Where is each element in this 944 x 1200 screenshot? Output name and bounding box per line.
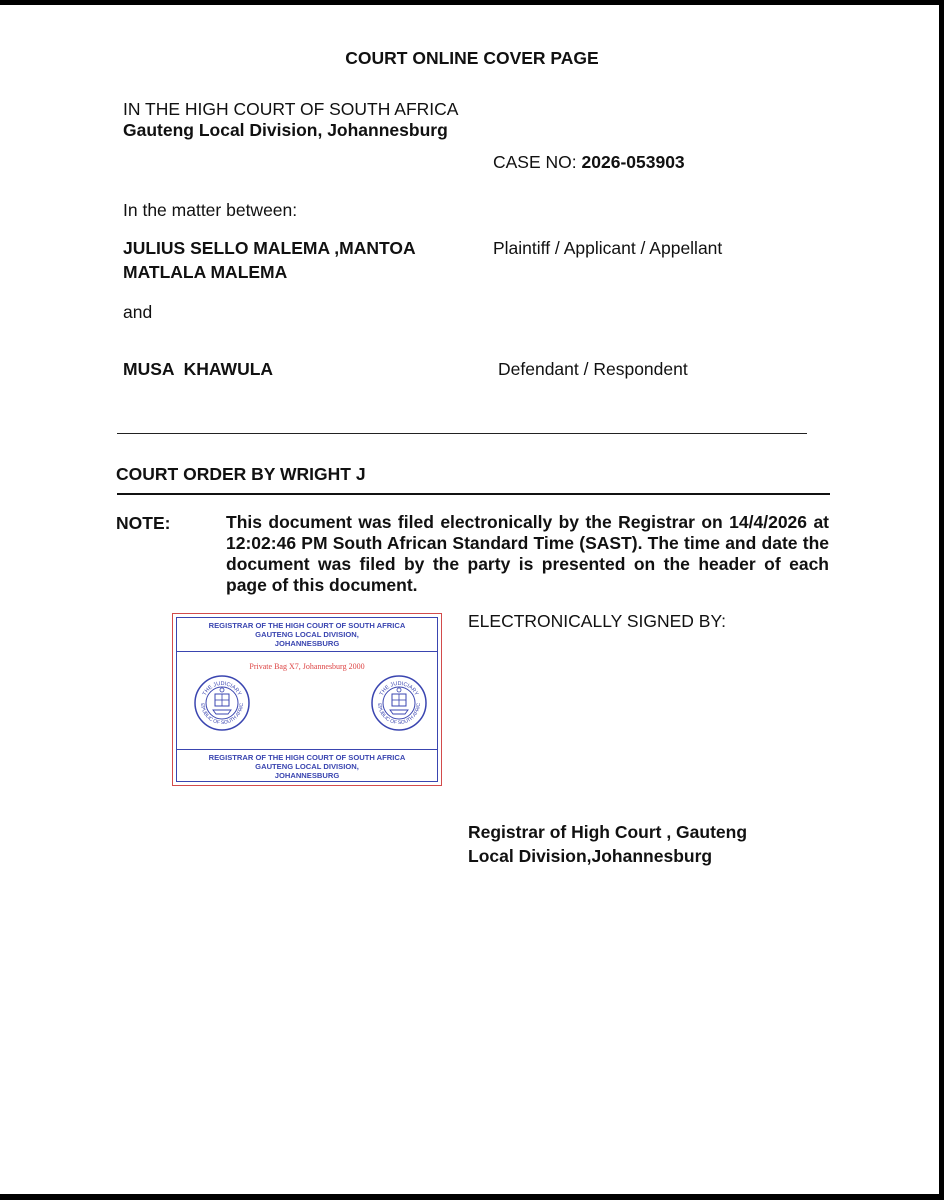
stamp-footer (177, 749, 437, 781)
stamp-address: Private Bag X7, Johannesburg 2000 (249, 662, 365, 671)
stamp-header-line3: JOHANNESBURG (274, 639, 340, 648)
signed-by-label: ELECTRONICALLY SIGNED BY: (468, 611, 727, 631)
svg-text:THE JUDICIARY: THE JUDICIARY (378, 680, 420, 697)
stamp-inner-border (176, 617, 438, 782)
signer-line1: Registrar of High Court , Gauteng (468, 822, 748, 842)
signer-line2: Local Division,Johannesburg (468, 846, 713, 866)
stamp-footer-line1: REGISTRAR OF THE HIGH COURT OF SOUTH AFRICA (208, 753, 406, 762)
divider-line (117, 433, 807, 434)
judiciary-seal-left-icon (193, 674, 251, 732)
matter-intro: In the matter between: (123, 200, 298, 220)
stamp-header-line2: GAUTENG LOCAL DIVISION, (255, 630, 359, 639)
page-border-right (939, 0, 944, 1200)
order-heading: COURT ORDER BY WRIGHT J (116, 464, 366, 484)
plaintiff-role: Plaintiff / Applicant / Appellant (493, 238, 723, 258)
court-division: Gauteng Local Division, Johannesburg (123, 120, 448, 140)
page-border-bottom (0, 1194, 944, 1200)
court-name: IN THE HIGH COURT OF SOUTH AFRICA (123, 99, 459, 119)
svg-text:REPUBLIC OF SOUTH AFRICA: EPUBLIC OF SOUTH AFRIC (375, 702, 423, 727)
note-text: This document was filed electronically by the Registrar on 14/4/2026 at 12:02:46 PM South African Standard Time (SAST). The time and date the document was filed by the party is presented on the header of each page of this document. (226, 512, 829, 595)
stamp-footer-line2: GAUTENG LOCAL DIVISION, (255, 762, 359, 771)
case-number-value: 2026-053903 (581, 152, 685, 172)
heading-underline (117, 493, 830, 495)
registrar-stamp (172, 613, 442, 786)
page-title: COURT ONLINE COVER PAGE (345, 48, 599, 68)
and-text: and (123, 302, 153, 322)
plaintiff-name-line1: JULIUS SELLO MALEMA ,MANTOA (123, 238, 416, 258)
case-number (493, 151, 685, 173)
note-label: NOTE: (116, 513, 171, 533)
stamp-footer-line3: JOHANNESBURG (274, 771, 340, 780)
case-number-label: CASE NO: (493, 152, 577, 172)
stamp-header (177, 618, 437, 652)
plaintiff-name-line2: MATLALA MALEMA (123, 262, 288, 282)
defendant-name: MUSA KHAWULA (123, 359, 274, 379)
page-border-top (0, 0, 944, 5)
judiciary-seal-right-icon (370, 674, 428, 732)
stamp-header-line1: REGISTRAR OF THE HIGH COURT OF SOUTH AFRICA (208, 621, 406, 630)
defendant-role: Defendant / Respondent (498, 359, 688, 379)
svg-text:REPUBLIC OF SOUTH AFRICA: EPUBLIC OF SOUTH AFRIC (198, 702, 246, 727)
svg-text:THE JUDICIARY: THE JUDICIARY (201, 680, 243, 697)
